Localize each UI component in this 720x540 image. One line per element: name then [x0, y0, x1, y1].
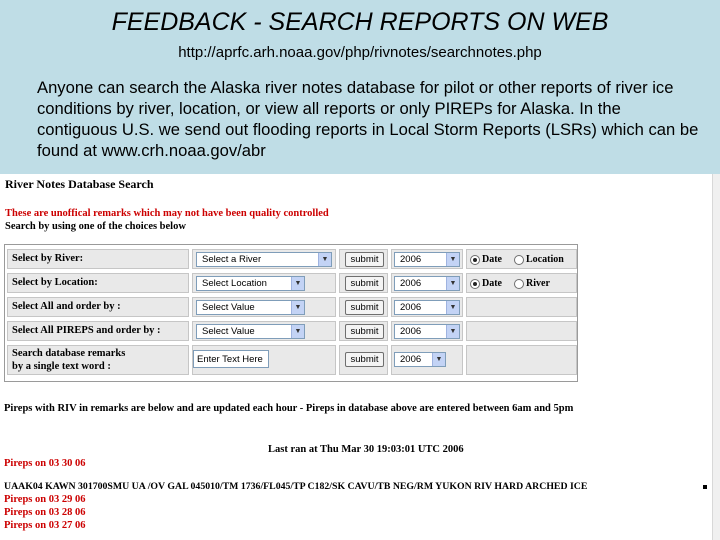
select-all-order-select[interactable] [196, 300, 305, 315]
page-heading: River Notes Database Search [5, 177, 154, 191]
select-pireps-order-select[interactable] [196, 324, 305, 339]
location-year-select[interactable] [394, 276, 460, 291]
river-order-date-radio[interactable] [470, 255, 480, 265]
text-search-submit-button[interactable]: submit [345, 352, 384, 367]
pireps-update-note: Pireps with RIV in remarks are below and are updated each hour - Pireps in database above are entered between 6am and 5pm [4, 403, 574, 414]
river-order-location-radio[interactable] [514, 255, 524, 265]
form-row-select-all [5, 295, 579, 318]
location-order-date-label: Date [482, 278, 502, 289]
slide-description: Anyone can search the Alaska river notes database for pilot or other reports of river ice conditions by river, location, or view all reports or only PIREPs for Alaska. In the contiguous U.S. we send out flooding reports in Local Storm Reports (LSRs) which can be found at www.crh.noaa.gov/abr [37, 78, 699, 160]
location-label: Select by Location: [7, 273, 189, 293]
select-all-year-cell [391, 297, 463, 317]
scrollbar[interactable] [712, 174, 720, 540]
last-ran-timestamp: Last ran at Thu Mar 30 19:03:01 UTC 2006 [268, 444, 464, 455]
river-submit-cell [339, 249, 388, 269]
chevron-down-icon: ▼ [291, 277, 304, 290]
location-order-date-radio[interactable] [470, 279, 480, 289]
slide-url: http://aprfc.arh.noaa.gov/php/rivnotes/searchnotes.php [178, 44, 542, 61]
river-year-select[interactable] [394, 252, 460, 267]
select-all-value-cell [192, 297, 336, 317]
location-order-cell [466, 273, 577, 293]
chevron-down-icon: ▼ [446, 325, 459, 338]
slide-title: FEEDBACK - SEARCH REPORTS ON WEB [111, 8, 609, 36]
select-pireps-empty-cell [466, 321, 577, 341]
location-order-river-label: River [526, 278, 550, 289]
river-select[interactable] [196, 252, 332, 267]
select-pireps-year-select[interactable] [394, 324, 460, 339]
text-search-empty-cell [466, 345, 577, 375]
chevron-down-icon: ▼ [291, 301, 304, 314]
river-order-location-label: Location [526, 254, 564, 265]
select-all-order-value: Select Value [202, 302, 255, 313]
select-all-submit-cell [339, 297, 388, 317]
location-submit-cell [339, 273, 388, 293]
select-all-year-value: 2006 [400, 302, 422, 313]
river-label: Select by River: [7, 249, 189, 269]
text-search-input-cell [192, 345, 336, 375]
select-pireps-year-value: 2006 [400, 326, 422, 337]
pireps-link-03-29-06[interactable]: Pireps on 03 29 06 [4, 494, 86, 505]
text-search-year-value: 2006 [400, 354, 422, 365]
location-order-river-radio[interactable] [514, 279, 524, 289]
text-search-submit-cell [339, 345, 388, 375]
bullet-icon [703, 485, 707, 489]
chevron-down-icon: ▼ [432, 353, 445, 366]
select-all-year-select[interactable] [394, 300, 460, 315]
river-year-value: 2006 [400, 254, 422, 265]
river-submit-button[interactable]: submit [345, 252, 384, 267]
select-all-label: Select All and order by : [7, 297, 189, 317]
river-order-date-label: Date [482, 254, 502, 265]
chevron-down-icon: ▼ [446, 301, 459, 314]
select-all-submit-button[interactable]: submit [345, 300, 384, 315]
search-form [4, 244, 578, 382]
river-select-value: Select a River [202, 254, 262, 265]
text-search-label [7, 345, 189, 375]
select-pireps-submit-button[interactable]: submit [345, 324, 384, 339]
pireps-link-03-27-06[interactable]: Pireps on 03 27 06 [4, 520, 86, 531]
chevron-down-icon: ▼ [291, 325, 304, 338]
select-pireps-order-value: Select Value [202, 326, 255, 337]
river-year-cell [391, 249, 463, 269]
select-pireps-year-cell [391, 321, 463, 341]
form-row-river [5, 247, 579, 270]
location-select-cell [192, 273, 336, 293]
pireps-link-03-28-06[interactable]: Pireps on 03 28 06 [4, 507, 86, 518]
form-row-select-pireps [5, 319, 579, 342]
location-year-value: 2006 [400, 278, 422, 289]
text-search-label-line1: Search database remarks [12, 348, 126, 359]
location-select[interactable] [196, 276, 305, 291]
river-select-cell [192, 249, 336, 269]
text-search-year-select[interactable] [394, 352, 446, 367]
web-page [0, 174, 720, 540]
text-search-input[interactable]: Enter Text Here [193, 350, 269, 368]
form-row-text-search [5, 343, 579, 379]
search-instruction: Search by using one of the choices below [5, 221, 186, 232]
location-select-value: Select Location [202, 278, 267, 289]
pireps-link-03-30-06[interactable]: Pireps on 03 30 06 [4, 458, 86, 469]
location-year-cell [391, 273, 463, 293]
select-pireps-value-cell [192, 321, 336, 341]
select-pireps-label: Select All PIREPS and order by : [7, 321, 189, 341]
chevron-down-icon: ▼ [446, 277, 459, 290]
slide-header [0, 0, 720, 174]
pirep-report-line: UAAK04 KAWN 301700SMU UA /OV GAL 045010/TM 1736/FL045/TP C182/SK CAVU/TB NEG/RM YUKON RIV HARD ARCHED ICE [4, 481, 588, 492]
text-search-label-line2: by a single text word : [12, 361, 111, 372]
chevron-down-icon: ▼ [318, 253, 331, 266]
river-order-cell [466, 249, 577, 269]
quality-warning: These are unoffical remarks which may not have been quality controlled [5, 208, 329, 219]
chevron-down-icon: ▼ [446, 253, 459, 266]
location-submit-button[interactable]: submit [345, 276, 384, 291]
text-search-year-cell [391, 345, 463, 375]
select-pireps-submit-cell [339, 321, 388, 341]
select-all-empty-cell [466, 297, 577, 317]
form-row-location [5, 271, 579, 294]
